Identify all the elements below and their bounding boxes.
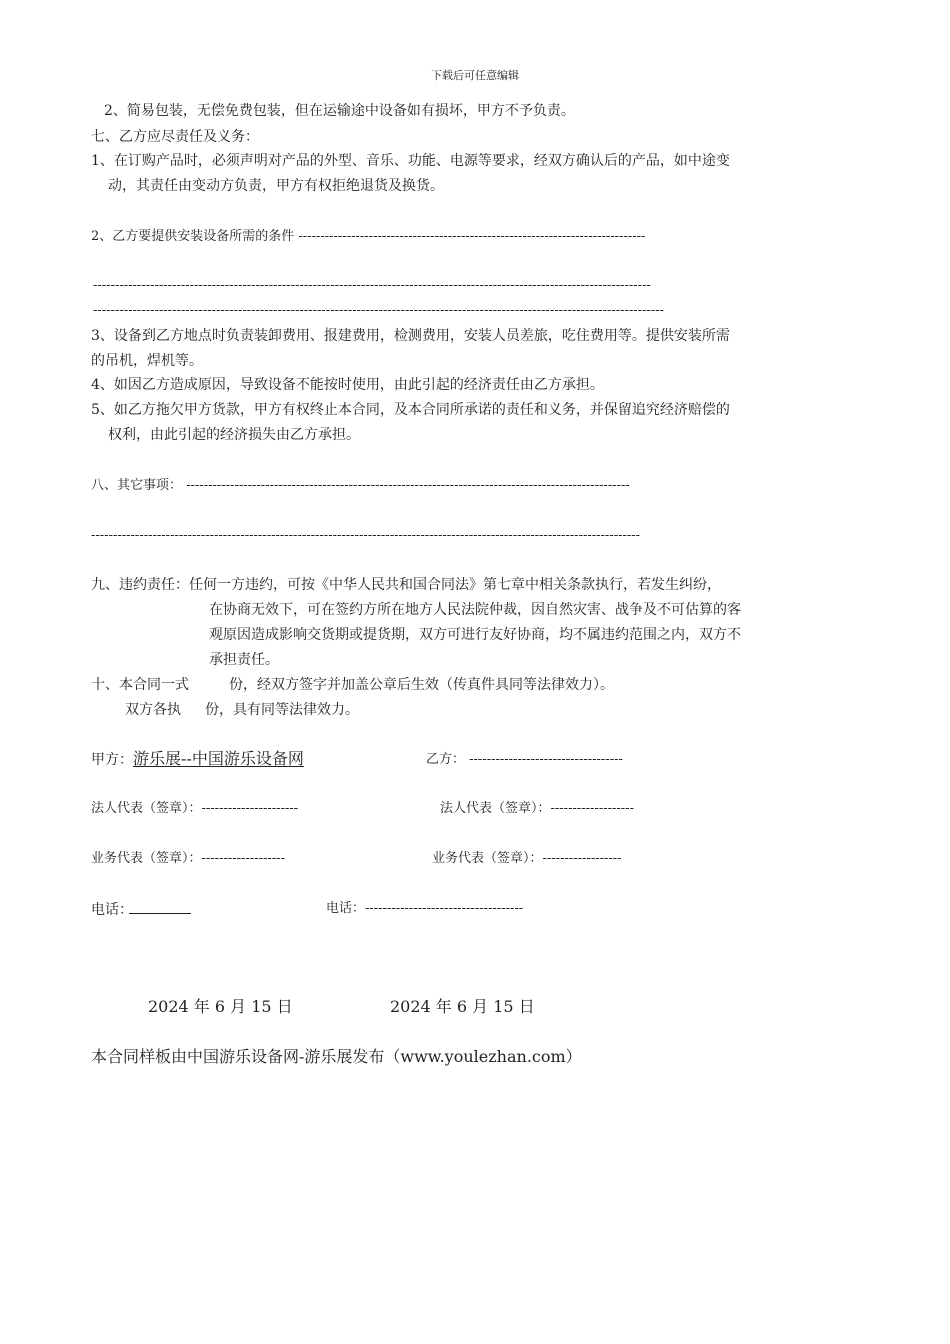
tel-b-line: 电话：------------------------------------ [326, 901, 524, 916]
s7-item-1-line-2: 动，其责任由变动方负责，甲方有权拒绝退货及换货。 [108, 178, 444, 194]
section-9-line-1: 九、违约责任：任何一方违约，可按《中华人民共和国合同法》第七章中相关条款执行，若发生纠纷， [91, 577, 721, 593]
business-rep-a: 业务代表（签章）：------------------- [91, 851, 285, 866]
s7-item-5-line-2: 权利，由此引起的经济损失由乙方承担。 [108, 427, 360, 443]
section-9-line-4: 承担责任。 [209, 652, 279, 668]
s6-item-2: 2、简易包装，无偿免费包装，但在运输途中设备如有损坏，甲方不予负责。 [104, 103, 575, 119]
tel-a-label: 电话： [91, 902, 133, 918]
s7-item-3-line-1: 3、设备到乙方地点时负责装卸费用、报建费用，检测费用，安装人员差旅，吃住费用等。提供安装所需 [91, 328, 730, 344]
party-b-line: 乙方： ----------------------------------- [426, 752, 623, 767]
s7-item-5-line-1: 5、如乙方拖欠甲方货款，甲方有权终止本合同，及本合同所承诺的责任和义务，并保留追究经济赔偿的 [91, 402, 730, 418]
section-10-line-1 [91, 675, 614, 695]
tel-a-blank [129, 899, 191, 914]
s7-item-4: 4、如因乙方造成原因，导致设备不能按时使用，由此引起的经济责任由乙方承担。 [91, 377, 604, 393]
section-10-part-c: 双方各执 [125, 702, 181, 718]
section-10-part-a: 十、本合同一式 [91, 677, 189, 693]
s7-dash-line-2: ---------------------------------------------------------------------------------------------------------------------------------- [93, 303, 665, 318]
section-8-dash-line: ----------------------------------------------------------------------------------------------------------------------------- [91, 528, 641, 543]
page-header: 下载后可任意编辑 [431, 69, 519, 82]
section-10-line-2 [125, 700, 359, 720]
party-a-label: 甲方： [91, 752, 133, 768]
s7-item-3-line-2: 的吊机，焊机等。 [91, 353, 203, 369]
s7-item-1-line-1: 1、在订购产品时，必须声明对产品的外型、音乐、功能、电源等要求，经双方确认后的产品，如中途变 [91, 153, 730, 169]
s7-dash-line-1: ------------------------------------------------------------------------------------------------------------------------------- [93, 278, 651, 293]
legal-rep-b: 法人代表（签章）：------------------- [440, 801, 634, 816]
s7-item-2: 2、乙方要提供安装设备所需的条件 ------------------------------------------------------------------------------- [91, 229, 646, 244]
section-9-line-3: 观原因造成影响交货期或提货期，双方可进行友好协商，均不属违约范围之内，双方不 [209, 627, 741, 643]
party-a-line [91, 749, 304, 770]
party-a-name: 游乐展--中国游乐设备网 [133, 749, 304, 768]
date-b: 2024 年 6 月 15 日 [390, 997, 535, 1016]
section-10-part-d: 份，具有同等法律效力。 [205, 702, 359, 718]
business-rep-b: 业务代表（签章）：------------------ [432, 851, 622, 866]
section-9-line-2: 在协商无效下，可在签约方所在地方人民法院仲裁，因自然灾害、战争及不可估算的客 [209, 602, 741, 618]
footer-note: 本合同样板由中国游乐设备网-游乐展发布（www.youlezhan.com） [91, 1047, 582, 1066]
legal-rep-a: 法人代表（签章）：---------------------- [91, 801, 299, 816]
tel-a-line [91, 899, 191, 920]
date-a: 2024 年 6 月 15 日 [148, 997, 293, 1016]
section-8-line: 八、其它事项： ----------------------------------------------------------------------------------------------------- [91, 478, 630, 493]
section-10-part-b: 份，经双方签字并加盖公章后生效（传真件具同等法律效力）。 [229, 677, 614, 693]
section-7-title: 七、乙方应尽责任及义务： [91, 129, 259, 145]
